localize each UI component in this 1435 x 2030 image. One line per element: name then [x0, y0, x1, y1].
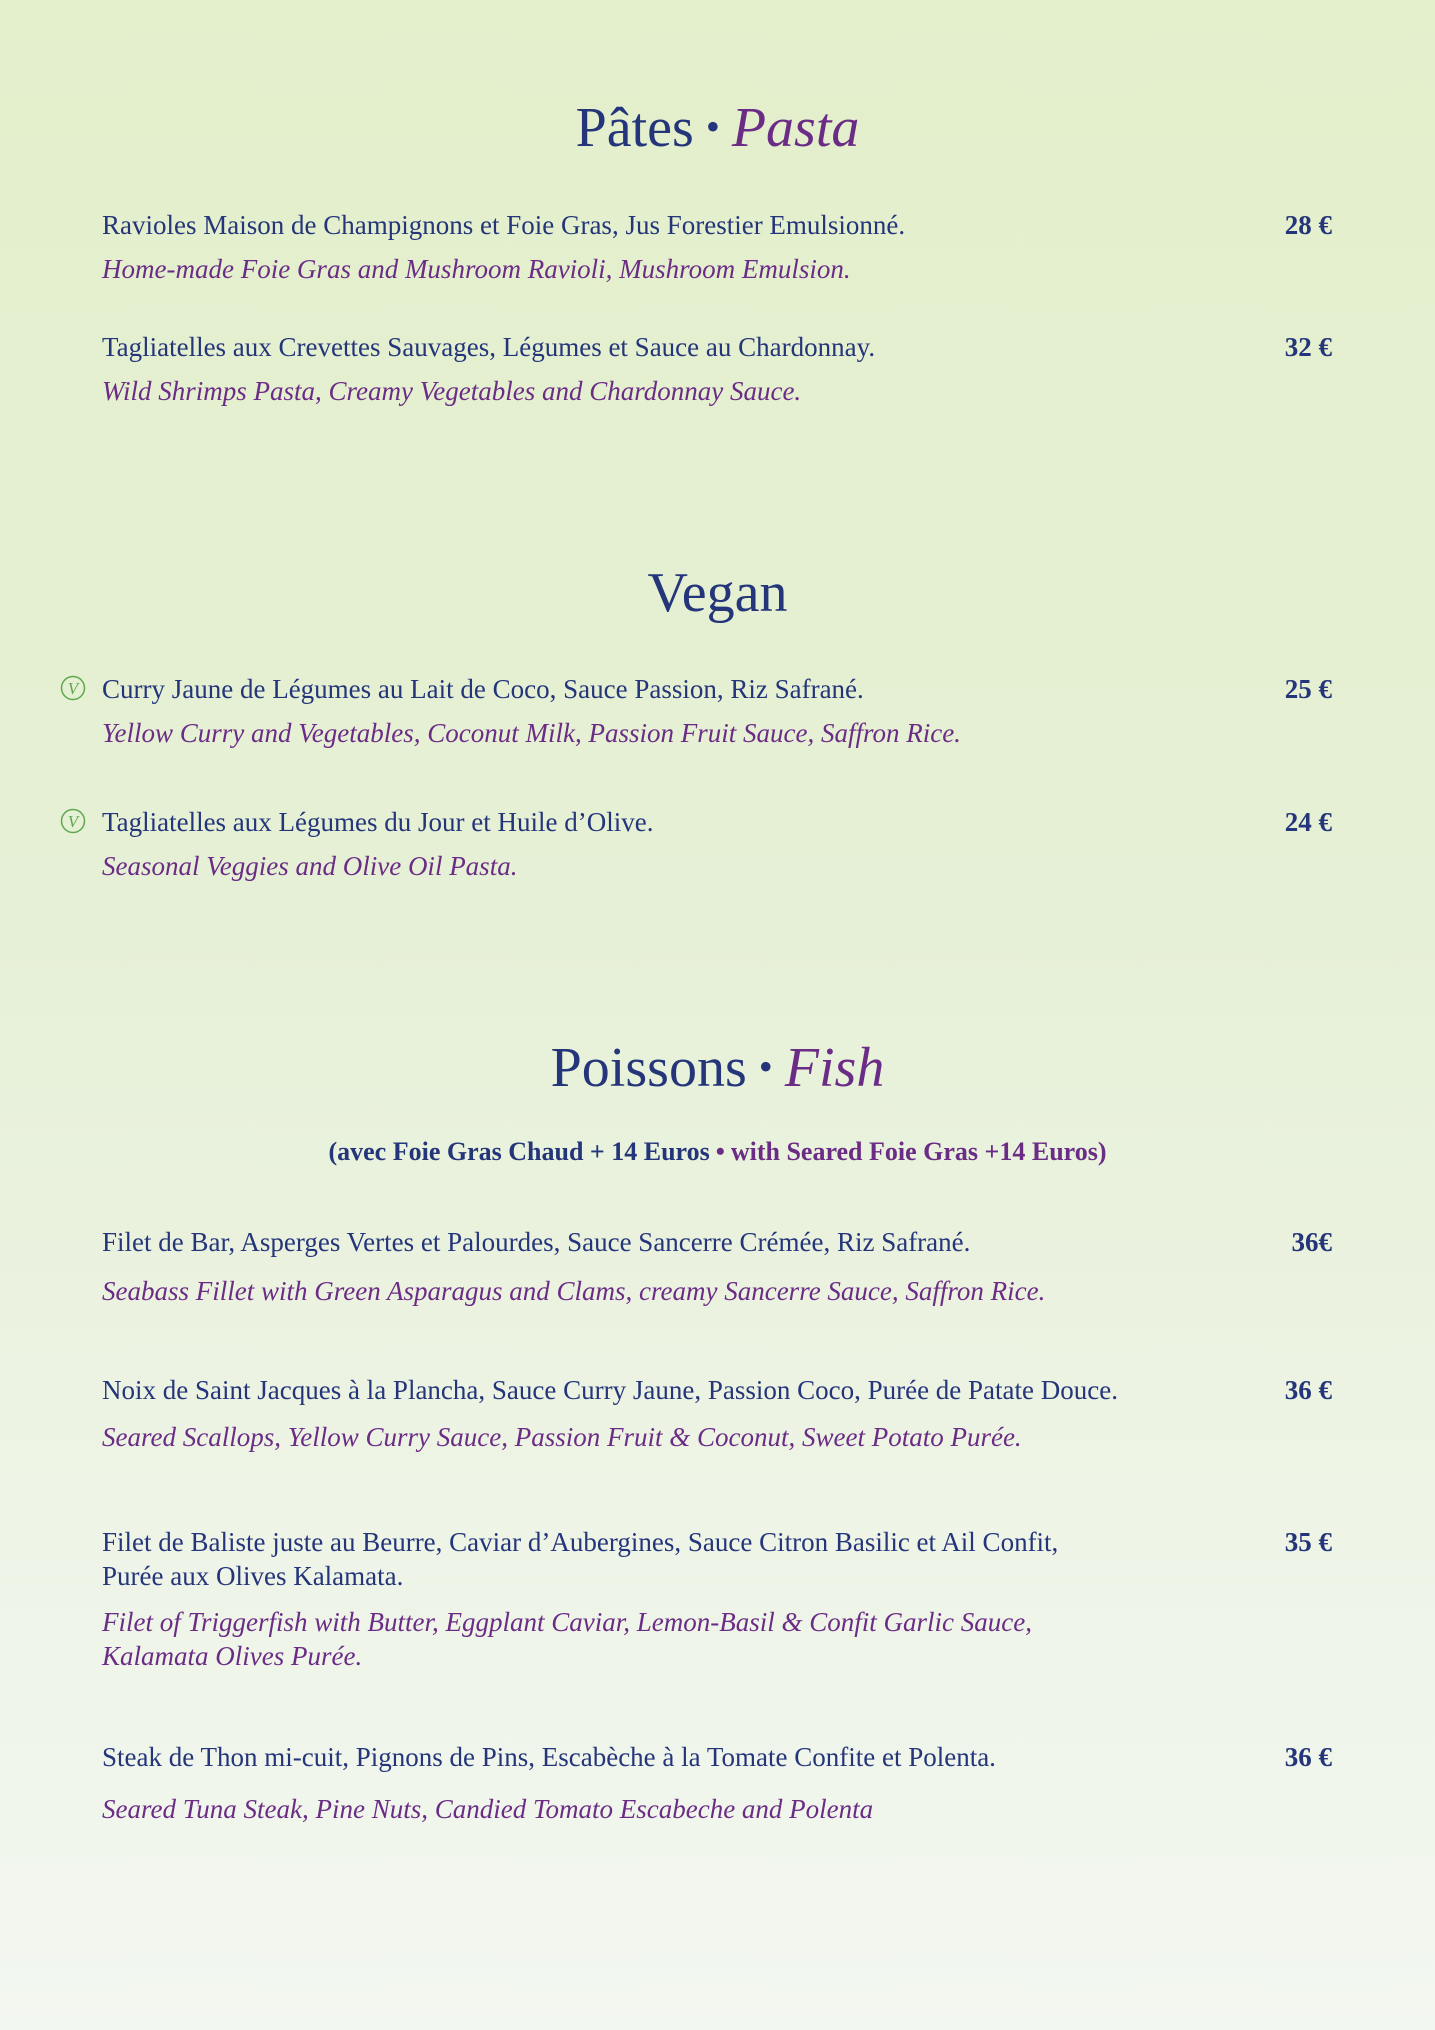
section-title-en: Fish: [784, 1037, 885, 1099]
item-price: 36€: [1291, 1227, 1332, 1257]
item-name-en: Wild Shrimps Pasta, Creamy Vegetables and Chardonnay Sauce.: [102, 376, 802, 406]
item-name-en: Seared Tuna Steak, Pine Nuts, Candied Tomato Escabeche and Polenta: [102, 1794, 874, 1824]
item-price: 36 €: [1284, 1375, 1332, 1405]
section-note: [0, 1137, 1435, 1167]
note-en: with Seared Foie Gras +14 Euros): [730, 1137, 1107, 1166]
section-title: Vegan: [647, 562, 788, 624]
item-name-fr-line: Purée aux Olives Kalamata.: [102, 1561, 404, 1591]
item-name-en: Seasonal Veggies and Olive Oil Pasta.: [102, 851, 518, 881]
vegan-badge-letter: V: [67, 812, 79, 831]
note-fr: (avec Foie Gras Chaud + 14 Euros: [328, 1137, 710, 1166]
vegan-badge-letter: V: [67, 679, 79, 698]
menu-item: [67, 672, 1332, 750]
section-title-pasta: [0, 97, 1435, 159]
menu-item: [102, 330, 1332, 408]
item-name-en: [102, 1605, 1202, 1673]
item-name-fr: [102, 1525, 1202, 1593]
section-title-vegan: [0, 562, 1435, 624]
section-title-en: Pasta: [731, 97, 860, 159]
section-title-fr: Poissons: [550, 1037, 747, 1099]
section-title-fish: [0, 1037, 1435, 1099]
item-price: 35 €: [1284, 1527, 1332, 1557]
item-name-en: Seared Scallops, Yellow Curry Sauce, Passion Fruit & Coconut, Sweet Potato Purée.: [102, 1422, 1022, 1452]
menu-item: [67, 805, 1332, 883]
item-name-fr: Curry Jaune de Légumes au Lait de Coco, Sauce Passion, Riz Safrané.: [102, 674, 864, 704]
menu-item: [102, 1225, 1332, 1308]
item-name-en: Yellow Curry and Vegetables, Coconut Milk, Passion Fruit Sauce, Saffron Rice.: [102, 718, 961, 748]
note-separator: •: [715, 1137, 725, 1166]
vegan-icon: [60, 675, 86, 701]
item-price: 36 €: [1284, 1742, 1332, 1772]
menu-item: [102, 208, 1332, 286]
section-title-fr: Pâtes: [575, 97, 694, 159]
item-name-en-line: Kalamata Olives Purée.: [102, 1641, 363, 1671]
title-separator: •: [758, 1044, 773, 1089]
item-name-fr: Noix de Saint Jacques à la Plancha, Sauce Curry Jaune, Passion Coco, Purée de Patate Douce.: [102, 1375, 1118, 1405]
menu-item: [102, 1740, 1332, 1826]
item-price: 24 €: [1284, 807, 1332, 837]
item-price: 28 €: [1284, 210, 1332, 240]
menu-item: [102, 1373, 1332, 1454]
item-name-en: Home-made Foie Gras and Mushroom Ravioli, Mushroom Emulsion.: [102, 254, 851, 284]
item-name-en: Seabass Fillet with Green Asparagus and Clams, creamy Sancerre Sauce, Saffron Rice.: [102, 1276, 1046, 1306]
item-name-fr-line: Filet de Baliste juste au Beurre, Caviar d’Aubergines, Sauce Citron Basilic et Ail Confit,: [102, 1527, 1059, 1557]
item-price: 32 €: [1284, 332, 1332, 362]
item-name-fr: Filet de Bar, Asperges Vertes et Palourdes, Sauce Sancerre Crémée, Riz Safrané.: [102, 1227, 971, 1257]
item-name-fr: Ravioles Maison de Champignons et Foie Gras, Jus Forestier Emulsionné.: [102, 210, 906, 240]
vegan-icon: [60, 808, 86, 834]
item-name-fr: Steak de Thon mi-cuit, Pignons de Pins, Escabèche à la Tomate Confite et Polenta.: [102, 1742, 996, 1772]
item-name-fr: Tagliatelles aux Crevettes Sauvages, Légumes et Sauce au Chardonnay.: [102, 332, 876, 362]
item-name-fr: Tagliatelles aux Légumes du Jour et Huile d’Olive.: [102, 807, 654, 837]
item-price: 25 €: [1284, 674, 1332, 704]
item-name-en-line: Filet of Triggerfish with Butter, Eggplant Caviar, Lemon-Basil & Confit Garlic Sauce,: [102, 1607, 1032, 1637]
menu-item: [102, 1525, 1332, 1673]
title-separator: •: [705, 104, 720, 149]
